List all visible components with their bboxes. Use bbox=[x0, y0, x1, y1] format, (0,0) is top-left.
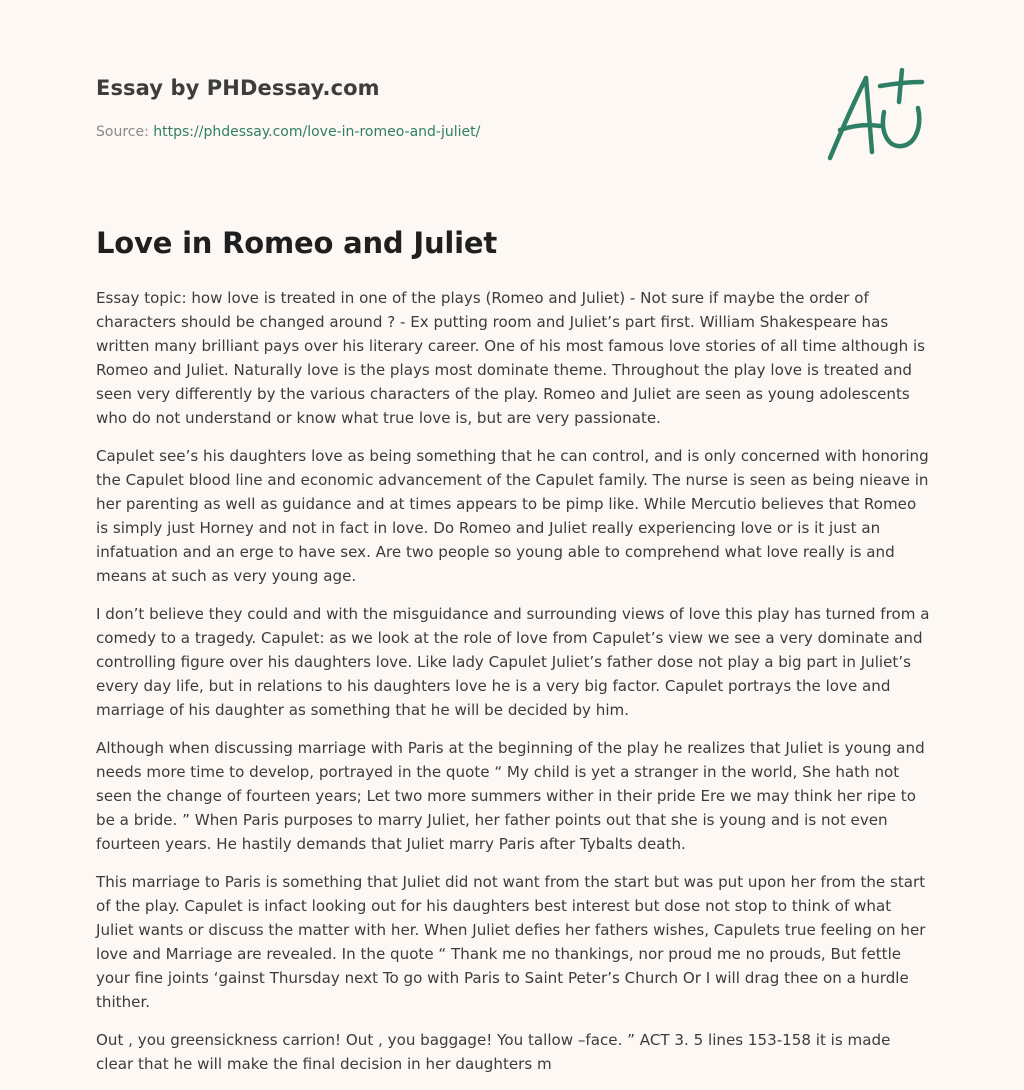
essay-paragraph: Capulet see’s his daughters love as being something that he can control, and is only concerned with honoring the Capulet blood line and economic advancement of the Capulet family. The nurse is seen as being nieave in her parenting as well as guidance and at times appears to be pimp like. While Mercutio believes that Romeo is simply just Horney and not in fact in love. Do Romeo and Juliet really experiencing love or is it just an infatuation and an erge to have sex. Are two people so young able to comprehend what love really is and means at such as very young age. bbox=[96, 447, 929, 585]
source-line bbox=[96, 124, 480, 140]
essay-paragraph: This marriage to Paris is something that Juliet did not want from the start but was put upon her from the start of the play. Capulet is infact looking out for his daughters best interest but dose not stop to think of what Juliet wants or discuss the matter with her. When Juliet defies her fathers wishes, Capulets true feeling on her love and Marriage are revealed. In the quote “ Thank me no thankings, nor proud me no prouds, But fettle your fine joints ‘gainst Thursday next To go with Paris to Saint Peter’s Church Or I will drag thee on a hurdle thither. bbox=[96, 873, 926, 1011]
essay-title: Love in Romeo and Juliet bbox=[96, 226, 498, 260]
essay-paragraph: Although when discussing marriage with Paris at the beginning of the play he realizes that Juliet is young and needs more time to develop, portrayed in the quote “ My child is yet a stranger in the world, She hath not seen the change of fourteen years; Let two more summers wither in their pride Ere we may think her ripe to be a bride. ” When Paris purposes to marry Juliet, her father points out that she is young and is not even fourteen years. He hastily demands that Juliet marry Paris after Tybalts death. bbox=[96, 739, 925, 853]
essay-paragraph: I don’t believe they could and with the misguidance and surrounding views of love this play has turned from a comedy to a tragedy. Capulet: as we look at the role of love from Capulet’s view we see a very dominate and controlling figure over his daughters love. Like lady Capulet Juliet’s father dose not play a big part in Juliet’s every day life, but in relations to his daughters love he is a very big factor. Capulet portrays the love and marriage of his daughter as something that he will be decided by him. bbox=[96, 605, 930, 719]
essay-paragraph: Essay topic: how love is treated in one of the plays (Romeo and Juliet) - Not sure if maybe the order of characters should be changed around ? - Ex putting room and Juliet’s part first. William Shakespeare has written many brilliant pays over his literary career. One of his most famous love stories of all time although is Romeo and Juliet. Naturally love is the plays most dominate theme. Throughout the play love is treated and seen very differently by the various characters of the play. Romeo and Juliet are seen as young adolescents who do not understand or know what true love is, but are very passionate. bbox=[96, 289, 926, 427]
source-label: Source: bbox=[96, 124, 149, 140]
essay-paragraph: Out , you greensickness carrion! Out , you baggage! You tallow –face. ” ACT 3. 5 lines 153-158 it is made clear that he will make the final decision in her daughters m bbox=[96, 1031, 891, 1073]
a-plus-logo-icon bbox=[822, 68, 928, 164]
essay-body bbox=[96, 286, 932, 1090]
site-brand: Essay by PHDessay.com bbox=[96, 76, 380, 100]
source-link[interactable]: https://phdessay.com/love-in-romeo-and-juliet/ bbox=[153, 124, 481, 140]
